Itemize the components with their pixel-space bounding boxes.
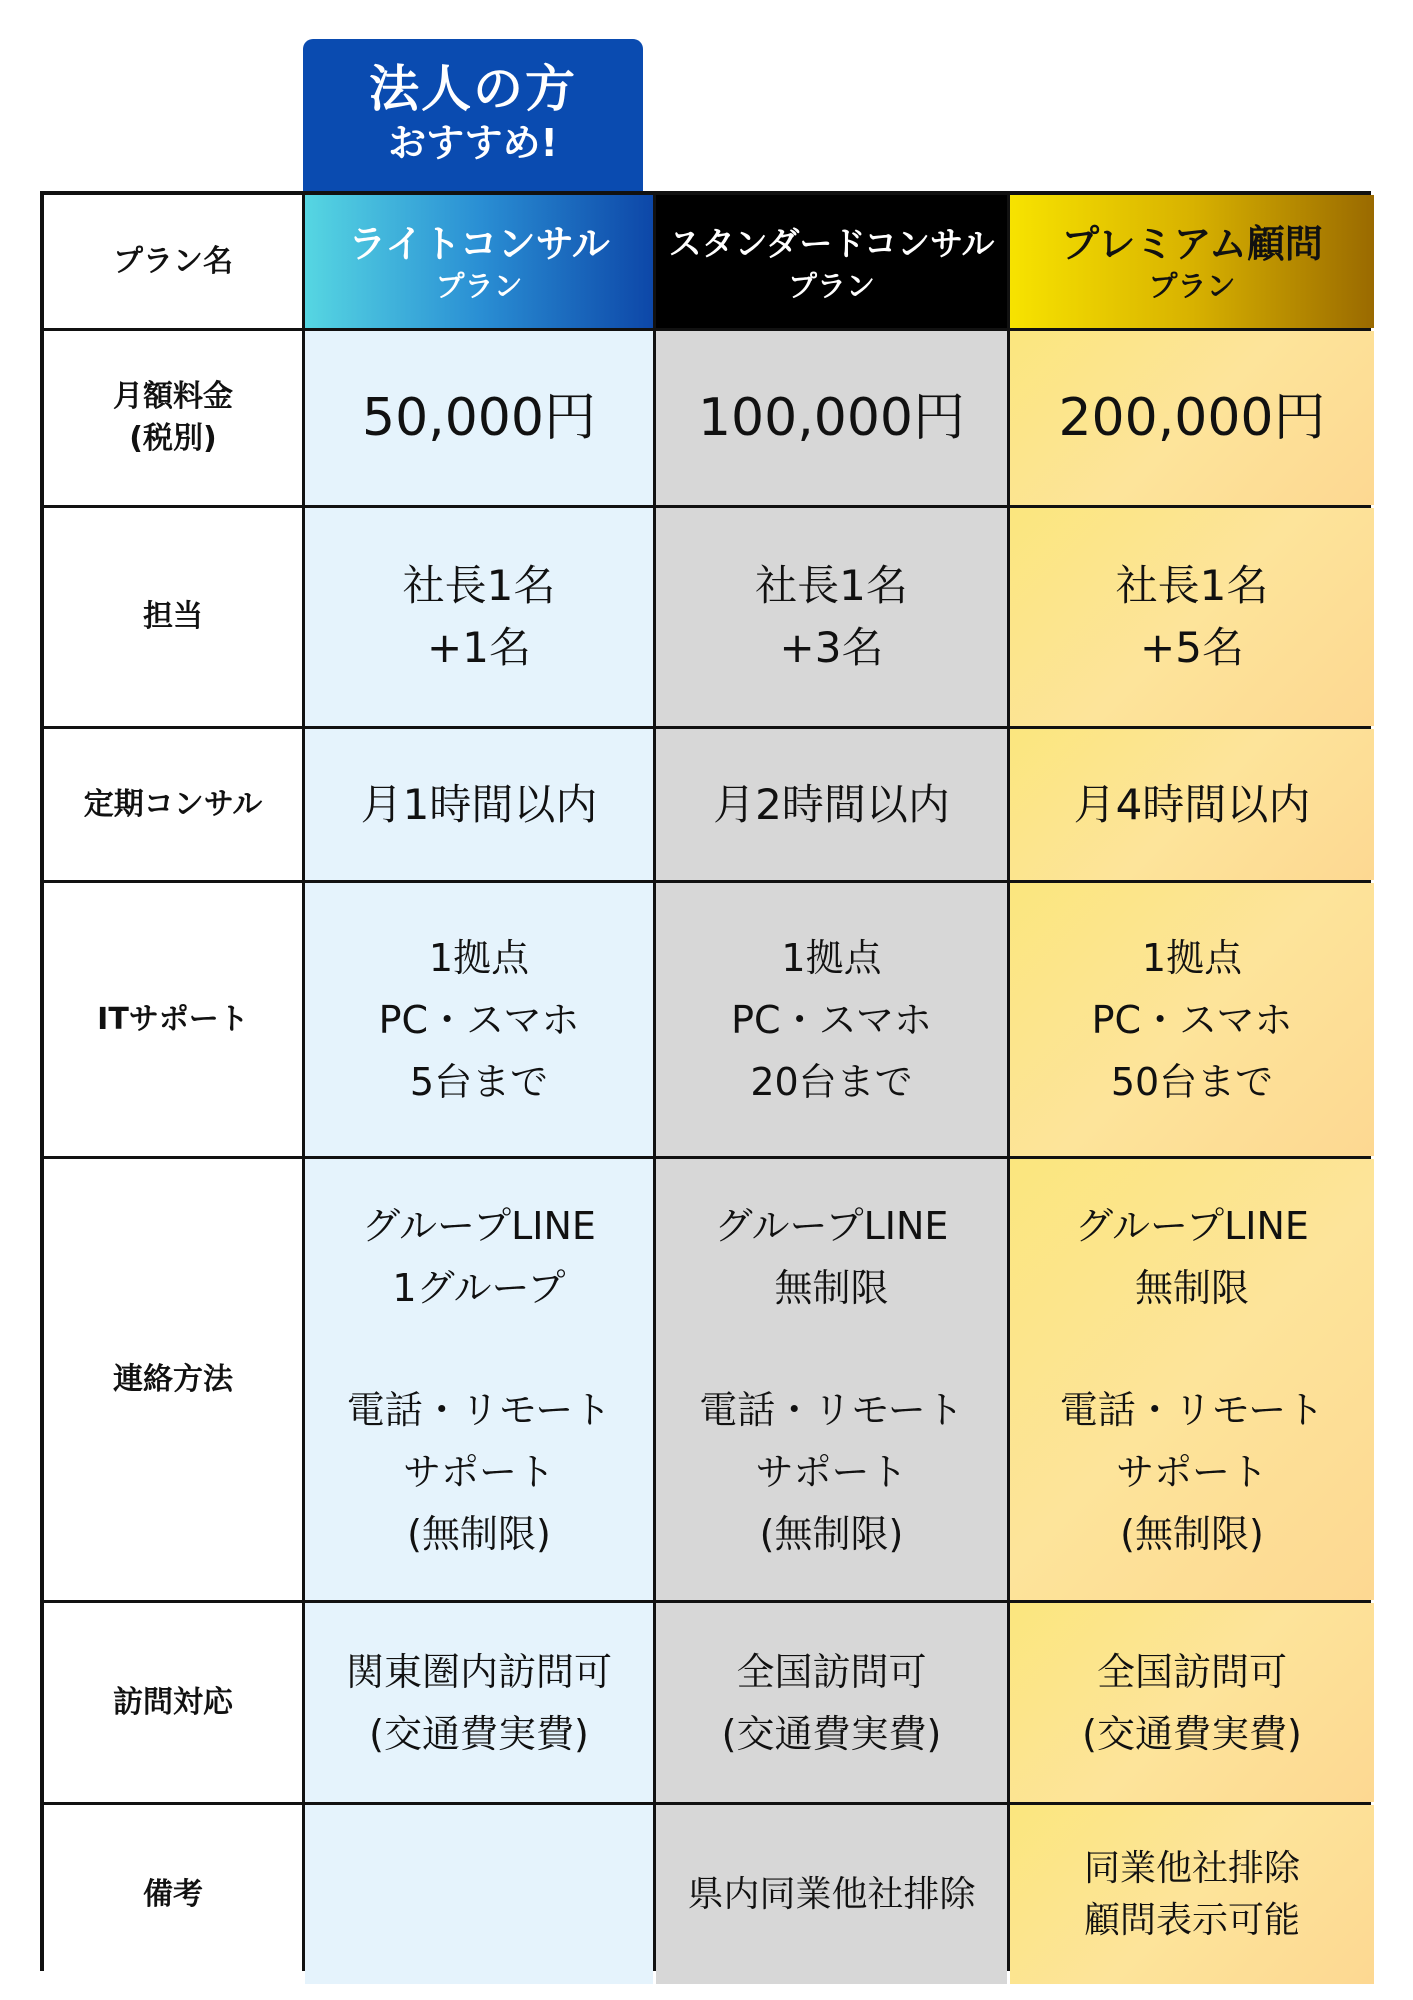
contact-standard-line-1: グループLINE	[714, 1203, 949, 1248]
visit-premium	[1010, 1603, 1374, 1802]
visit-standard-line-1: 全国訪問可	[736, 1649, 927, 1694]
label-visit	[44, 1603, 302, 1802]
it-standard	[656, 883, 1007, 1156]
contact-lite-phone-2: サポート	[402, 1449, 555, 1494]
staff-standard-line-1: 社長1名	[755, 561, 908, 610]
staff-lite-line-2: +1名	[427, 623, 531, 672]
badge-line-2: おすすめ!	[388, 121, 558, 165]
visit-standard	[656, 1603, 1007, 1802]
label-it-support-text: ITサポート	[97, 1001, 249, 1037]
contact-standard-phone-3: (無制限)	[759, 1511, 904, 1556]
label-visit-text: 訪問対応	[113, 1684, 233, 1720]
it-premium-line-1: 1拠点	[1141, 935, 1243, 980]
contact-lite	[305, 1159, 653, 1600]
contact-premium-phone-1: 電話・リモート	[1059, 1387, 1325, 1432]
label-tax-excluded: (税別)	[129, 421, 217, 456]
price-standard	[656, 331, 1007, 505]
contact-premium	[1010, 1159, 1374, 1600]
label-plan-name	[44, 195, 302, 328]
header-lite-plan	[305, 195, 653, 328]
consult-standard-value: 月2時間以内	[713, 779, 950, 829]
notes-premium	[1010, 1805, 1374, 1984]
contact-standard-line-2: 無制限	[774, 1265, 889, 1310]
notes-premium-line-1: 同業他社排除	[1083, 1847, 1300, 1889]
label-notes-text: 備考	[143, 1876, 203, 1912]
label-it-support	[44, 883, 302, 1156]
visit-premium-line-2: (交通費実費)	[1082, 1711, 1302, 1756]
consult-standard	[656, 729, 1007, 880]
it-lite-line-1: 1拠点	[428, 935, 530, 980]
staff-lite-line-1: 社長1名	[402, 561, 556, 610]
it-premium-line-3: 50台まで	[1110, 1059, 1274, 1104]
staff-standard-line-2: +3名	[779, 623, 884, 672]
contact-premium-line-2: 無制限	[1134, 1265, 1249, 1310]
it-premium-line-2: PC・スマホ	[1091, 997, 1293, 1042]
label-staff-text: 担当	[143, 599, 203, 634]
consult-premium	[1010, 729, 1374, 880]
it-lite-line-3: 5台まで	[409, 1059, 549, 1104]
label-monthly-fee-text: 月額料金	[113, 379, 233, 414]
label-staff	[44, 508, 302, 726]
badge-line-1: 法人の方	[369, 60, 577, 118]
visit-standard-line-2: (交通費実費)	[721, 1711, 942, 1756]
visit-lite-line-1: 関東圏内訪問可	[345, 1649, 612, 1694]
notes-lite	[305, 1805, 653, 1984]
contact-standard-phone-1: 電話・リモート	[699, 1387, 964, 1432]
plan-title-premium: プレミアム顧問	[1061, 221, 1323, 266]
visit-lite	[305, 1603, 653, 1802]
recommended-badge	[303, 39, 643, 191]
it-standard-line-2: PC・スマホ	[731, 997, 932, 1042]
price-premium	[1010, 331, 1374, 505]
label-regular-consult-text: 定期コンサル	[83, 786, 263, 822]
staff-premium-line-1: 社長1名	[1115, 561, 1269, 610]
it-lite	[305, 883, 653, 1156]
label-regular-consult	[44, 729, 302, 880]
price-premium-value: 200,000円	[1058, 388, 1326, 448]
label-plan-name-text: プラン名	[113, 243, 233, 279]
contact-premium-phone-2: サポート	[1115, 1449, 1268, 1494]
plan-subtitle-premium: プラン	[1148, 268, 1236, 303]
label-notes	[44, 1805, 302, 1984]
it-standard-line-1: 1拠点	[781, 935, 882, 980]
it-lite-line-2: PC・スマホ	[378, 997, 580, 1042]
contact-lite-phone-3: (無制限)	[407, 1511, 551, 1556]
contact-lite-line-2: 1グループ	[392, 1265, 566, 1310]
notes-standard	[656, 1805, 1007, 1984]
contact-premium-phone-3: (無制限)	[1120, 1511, 1264, 1556]
label-contact-text: 連絡方法	[113, 1361, 233, 1397]
price-lite	[305, 331, 653, 505]
contact-standard-phone-2: サポート	[755, 1449, 908, 1494]
consult-premium-value: 月4時間以内	[1073, 779, 1311, 829]
staff-premium	[1010, 508, 1374, 726]
consult-lite	[305, 729, 653, 880]
header-standard-plan	[656, 195, 1007, 328]
it-standard-line-3: 20台まで	[750, 1059, 913, 1104]
staff-standard	[656, 508, 1007, 726]
label-contact	[44, 1159, 302, 1600]
visit-lite-line-2: (交通費実費)	[369, 1711, 589, 1756]
it-premium	[1010, 883, 1374, 1156]
plan-title-standard: スタンダードコンサル	[668, 223, 995, 263]
plan-subtitle-lite: プラン	[435, 268, 523, 303]
contact-lite-phone-1: 電話・リモート	[346, 1387, 612, 1432]
consult-lite-value: 月1時間以内	[360, 779, 598, 829]
plan-subtitle-standard: プラン	[787, 268, 875, 303]
staff-lite	[305, 508, 653, 726]
price-lite-value: 50,000円	[362, 388, 596, 448]
plan-title-lite: ライトコンサル	[348, 221, 610, 266]
contact-premium-line-1: グループLINE	[1075, 1203, 1309, 1248]
price-standard-value: 100,000円	[697, 388, 966, 448]
staff-premium-line-2: +5名	[1140, 623, 1244, 672]
visit-premium-line-1: 全国訪問可	[1096, 1649, 1287, 1694]
header-premium-plan	[1010, 195, 1374, 328]
notes-premium-line-2: 顧問表示可能	[1083, 1899, 1300, 1941]
label-monthly-fee	[44, 331, 302, 505]
contact-lite-line-1: グループLINE	[362, 1203, 596, 1248]
notes-standard-line-1: 県内同業他社排除	[687, 1873, 976, 1915]
contact-standard	[656, 1159, 1007, 1600]
plan-comparison-table	[40, 191, 1371, 1971]
